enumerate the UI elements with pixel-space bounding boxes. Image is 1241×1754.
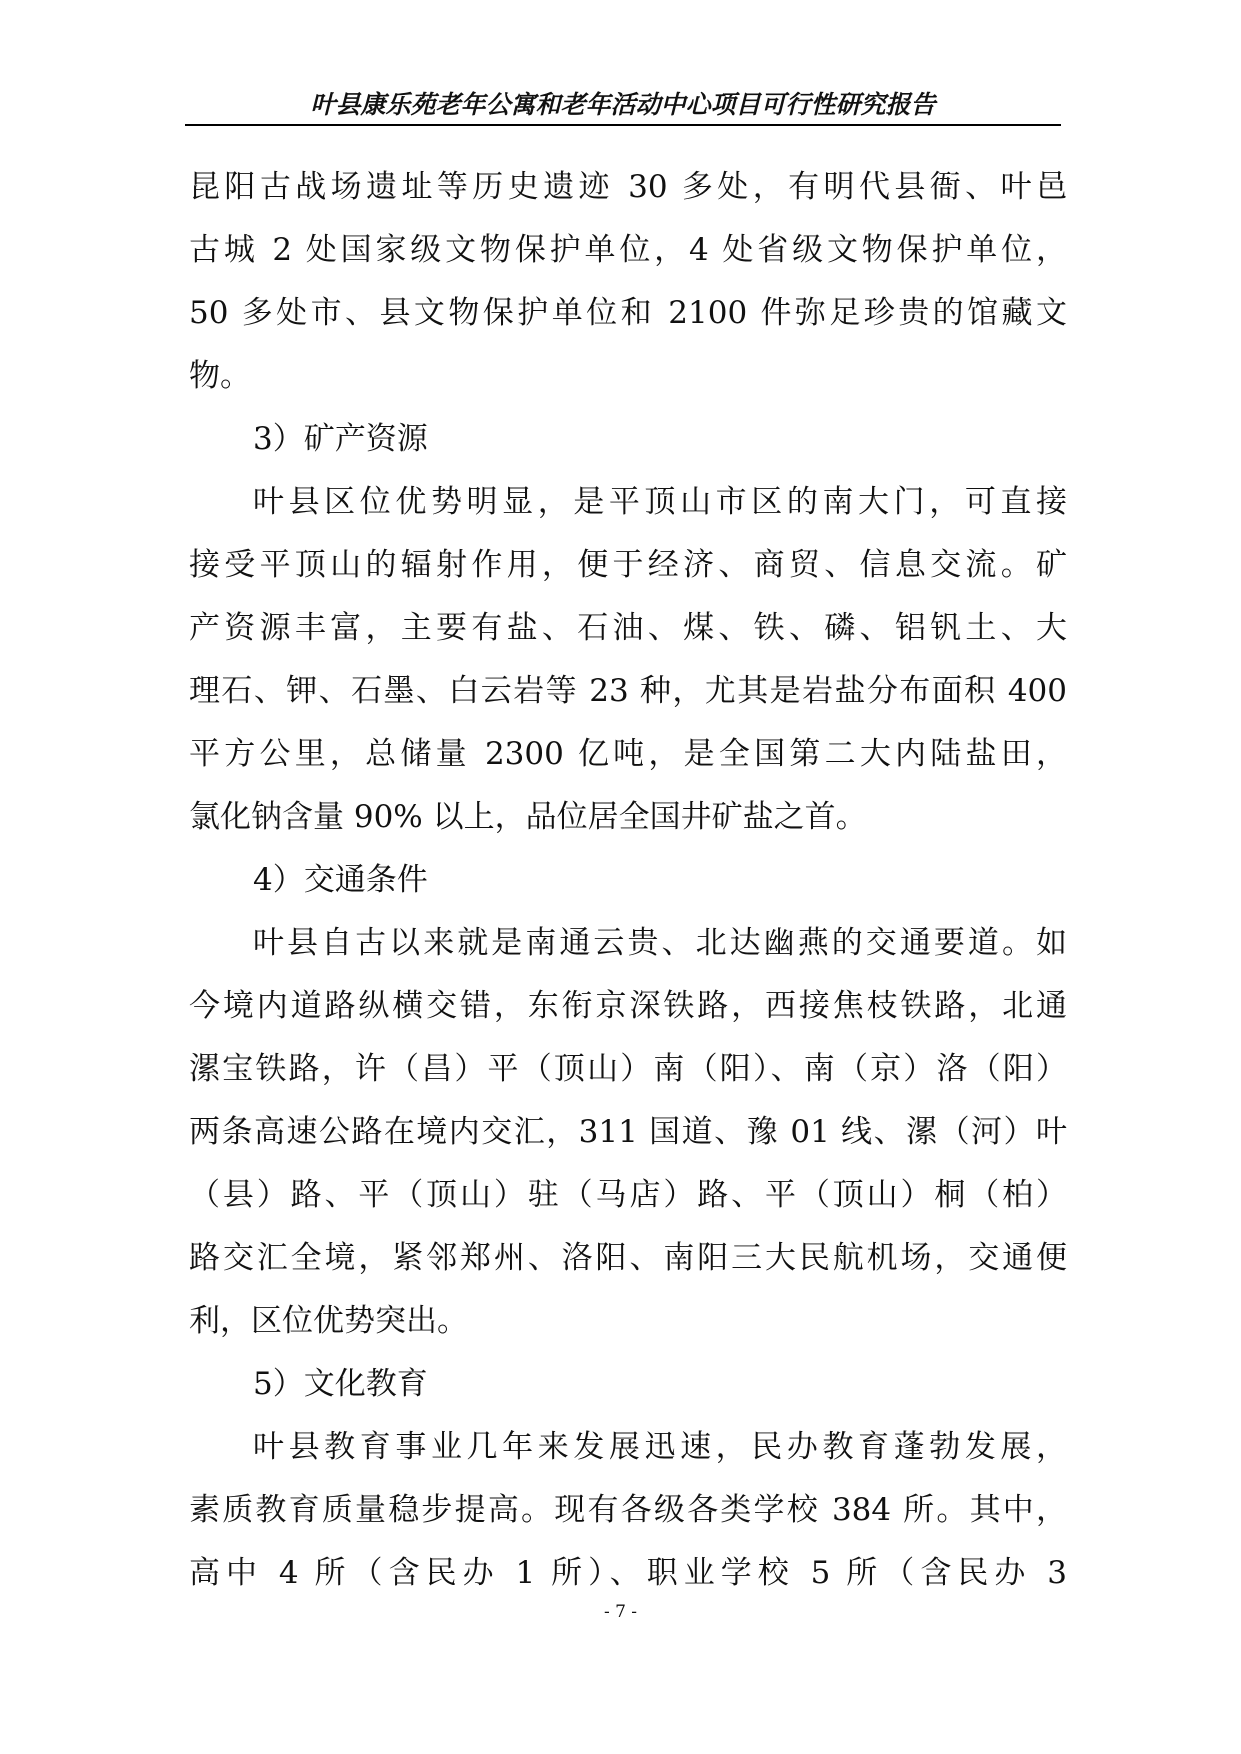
running-header: 叶县康乐苑老年公寓和老年活动中心项目可行性研究报告: [310, 90, 936, 119]
header-rule: [185, 124, 1061, 126]
text-line: 平方公里，总储量 2300 亿吨，是全国第二大内陆盐田，: [189, 736, 1067, 772]
text-line: 叶县区位优势明显，是平顶山市区的南大门，可直接: [253, 484, 1067, 520]
text-line: 漯宝铁路，许（昌）平（顶山）南（阳）、南（京）洛（阳）: [189, 1051, 1067, 1087]
text-line: 素质教育质量稳步提高。现有各级各类学校 384 所。其中，: [189, 1492, 1067, 1528]
text-line: 今境内道路纵横交错，东衔京深铁路，西接焦枝铁路，北通: [189, 988, 1067, 1024]
text-line: 产资源丰富，主要有盐、石油、煤、铁、磷、铝钒土、大: [189, 610, 1067, 646]
text-line: 物。: [189, 358, 251, 394]
text-line: 两条高速公路在境内交汇，311 国道、豫 01 线、漯（河）叶: [189, 1114, 1067, 1150]
page-number: - 7 -: [603, 1602, 638, 1622]
body-text: [189, 156, 1067, 1605]
section-heading-transport: 4）交通条件: [253, 862, 428, 898]
section-heading-mineral: 3）矿产资源: [253, 421, 428, 457]
text-line: 利，区位优势突出。: [189, 1303, 468, 1339]
text-line: （县）路、平（顶山）驻（马店）路、平（顶山）桐（柏）: [189, 1177, 1067, 1213]
text-line: 路交汇全境，紧邻郑州、洛阳、南阳三大民航机场，交通便: [189, 1240, 1067, 1276]
text-line: 50 多处市、县文物保护单位和 2100 件弥足珍贵的馆藏文: [189, 295, 1067, 331]
text-line: 接受平顶山的辐射作用，便于经济、商贸、信息交流。矿: [189, 547, 1067, 583]
text-line: 高中 4 所（含民办 1 所）、职业学校 5 所（含民办 3: [189, 1555, 1067, 1591]
text-line: 叶县教育事业几年来发展迅速，民办教育蓬勃发展，: [253, 1429, 1067, 1465]
text-line: 古城 2 处国家级文物保护单位，4 处省级文物保护单位，: [189, 232, 1067, 268]
text-line: 氯化钠含量 90% 以上，品位居全国井矿盐之首。: [189, 799, 867, 835]
text-line: 昆阳古战场遗址等历史遗迹 30 多处，有明代县衙、叶邑: [189, 169, 1067, 205]
text-line: 叶县自古以来就是南通云贵、北达幽燕的交通要道。如: [253, 925, 1067, 961]
section-heading-education: 5）文化教育: [253, 1366, 428, 1402]
text-line: 理石、钾、石墨、白云岩等 23 种，尤其是岩盐分布面积 400: [189, 673, 1067, 709]
